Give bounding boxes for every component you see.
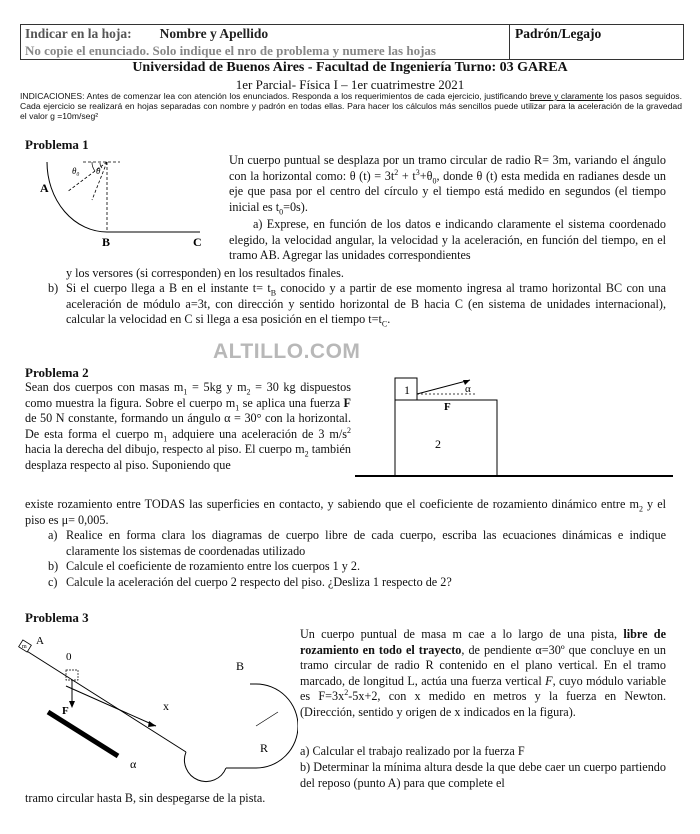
fig3-F-label: F — [62, 705, 69, 717]
header-box — [20, 24, 684, 60]
fig3-alpha-label: α — [130, 757, 137, 771]
problema-3-figure — [18, 628, 298, 796]
fig2-label-1: 1 — [404, 383, 410, 397]
problema-3-title: Problema 3 — [25, 610, 89, 625]
indicaciones-underlined: breve y claramente — [529, 91, 604, 101]
item-a-label: a) — [253, 217, 263, 231]
problema-2-figure — [355, 372, 675, 482]
watermark: ALTILLO.COM — [213, 340, 361, 363]
fig3-bottom-curve — [184, 752, 226, 782]
problema-3-item-b: b) Determinar la mínima altura desde la que debe caer un cuerpo partiendo del reposo (punto A) para que complete el — [300, 760, 666, 790]
fig2-label-2: 2 — [435, 437, 441, 451]
problema-1-item-a: a) Exprese, en función de los datos e indicando claramente el sistema coordenado elegido, la velocidad angular, la velocidad y la aceleración, en función del tiempo, en el tramo AB. Agregar las unidades correspondientes — [229, 217, 666, 263]
fig3-x-label: x — [163, 699, 169, 713]
problema-3-intro: Un cuerpo puntual de masa m cae a lo largo de una pista, libre de rozamiento en todo el trayecto, de pendiente α=30º que concluye en un tramo circular de radio R contenido en el plano vertical. En el tramo marcado, de longitud L, actúa una fuerza vertical F, cuyo módulo variable es $F=3x^2-5x+2$, con x medido en metros y la fuerza en Newton. (Dirección, sentido y origen de x indicados en la figura). — [300, 627, 667, 719]
fig1-B-label: B — [102, 235, 111, 246]
problema-2-item-a: a) Realice en forma clara los diagramas de cuerpo libre de cada cuerpo, escriba las ecuaciones dinámicas e indique claramente los sistemas de coordenadas utilizado — [48, 528, 666, 558]
fig3-radius-line — [256, 712, 278, 726]
exam-title: 1er Parcial- Física I – 1er cuatrimestre 2021 — [235, 77, 465, 92]
fig3-R-label: R — [260, 741, 269, 755]
fig3-slope — [22, 648, 186, 752]
problema-2-item-b: b) Calcule el coeficiente de rozamiento entre los cuerpos 1 y 2. — [48, 559, 361, 574]
fig1-C-label: C — [193, 235, 202, 246]
fig3-force-arrowhead — [69, 701, 75, 708]
header-left-cell — [21, 25, 510, 59]
fig3-A-label: A — [36, 635, 44, 647]
fig3-x-arrowhead — [148, 721, 156, 727]
indicar-label: Indicar en la hoja: — [25, 26, 132, 41]
indicaciones-post: los pasos seguidos. Cada ejercicio se realizará en hojas separadas con nombre y padrón en todas ellas. Para hacer los cálculos más sencillos puede utilizar para la aceleración de la gravedad el valor g =10m/seg² — [20, 91, 682, 121]
university-title: Universidad de Buenos Aires - Facultad de Ingeniería Turno: 03 GAREA — [132, 60, 568, 75]
fig3-loop — [250, 684, 298, 768]
fig1-angle-theta0 — [92, 162, 95, 171]
fig2-alpha-label: α — [465, 383, 471, 395]
padron-label: Padrón/Legajo — [515, 26, 602, 41]
header-line-1 — [25, 26, 268, 42]
no-copie-label: No copie el enunciado. Solo indique el nro de problema y numere las hojas — [25, 43, 436, 58]
nombre-label: Nombre y Apellido — [159, 26, 269, 41]
fig2-force-vector — [417, 380, 470, 394]
problema-1-item-a-cont: y los versores (si corresponden) en los resultados finales. — [66, 266, 344, 280]
problema-1-item-b: b) Si el cuerpo llega a B en el instante $t= t_B$ conocido y a partir de ese momento ingresa al tramo horizontal BC con una aceleración de módulo a=3t, con dirección y sentido horizontal de B hacia C (en sistema de unidades internacional), calcular la velocidad en C si llega a esa posición en el tiempo $t=t_C$. — [48, 281, 666, 329]
problema-3-item-b-cont: tramo circular hasta B, sin despegarse de la pista. — [25, 791, 266, 805]
fig1-A-label: A — [40, 181, 49, 195]
problema-1-intro: Un cuerpo puntual se desplaza por un tramo circular de radio R= 3m, variando el ángulo con la horizontal como: θ $(t) = 3t^2 + t^3+\theta_0$, donde θ (t) esta medida en radianes desde un eje que pasa por el centro del círculo y el tiempo está medido en segundos (el tiempo inicial es $t_0=0s$). — [229, 153, 666, 217]
fig3-origin-box — [66, 670, 78, 680]
fig3-m-label: m — [22, 644, 27, 650]
fig3-marked-segment — [48, 712, 118, 756]
fig1-theta0-label: θ₀ — [72, 166, 80, 176]
indicaciones-pre: INDICACIONES: Antes de comenzar lea con atención los enunciados. Responda a los requerimientos de cada ejercicio, justificando — [20, 91, 530, 101]
problema-2-item-c: c) Calcule la aceleración del cuerpo 2 respecto del piso. ¿Desliza 1 respecto de 2? — [48, 574, 452, 589]
problema-2-cont: existe rozamiento entre TODAS las superficies en contacto, y sabiendo que el coeficiente de rozamiento dinámico entre $m_2$ y el piso es μ= 0,005. — [25, 497, 667, 527]
problema-1-title: Problema 1 — [25, 137, 89, 152]
problema-2-items — [46, 528, 666, 590]
indicaciones — [20, 91, 682, 121]
fig3-zero-label: 0 — [66, 651, 72, 663]
problema-2-title: Problema 2 — [25, 365, 89, 380]
item-b-label: b) — [48, 281, 59, 295]
problema-3-item-a: a) Calcular el trabajo realizado por la fuerza F — [300, 744, 525, 758]
fig1-theta-label: θ — [96, 166, 101, 176]
fig3-B-label: B — [236, 659, 245, 673]
fig2-F-label: F — [444, 401, 451, 413]
problema-2-intro: Sean dos cuerpos con masas $m_1 = 5kg$ y $m_2 = 30$ kg dispuestos como muestra la figura. Sobre el cuerpo $m_1$ se aplica una fuerza F de 50 N constante, formando un ángulo α = 30° con la horizontal. De esta forma el cuerpo $m_1$ adquiere una aceleración de 3 $m/s^2$ hacia la derecha del dibujo, respecto al piso. El cuerpo $m_2$ también desplaza respecto al piso. Suponiendo que — [25, 380, 352, 472]
fig3-x-axis — [66, 686, 156, 726]
problema-1-figure — [30, 152, 220, 246]
